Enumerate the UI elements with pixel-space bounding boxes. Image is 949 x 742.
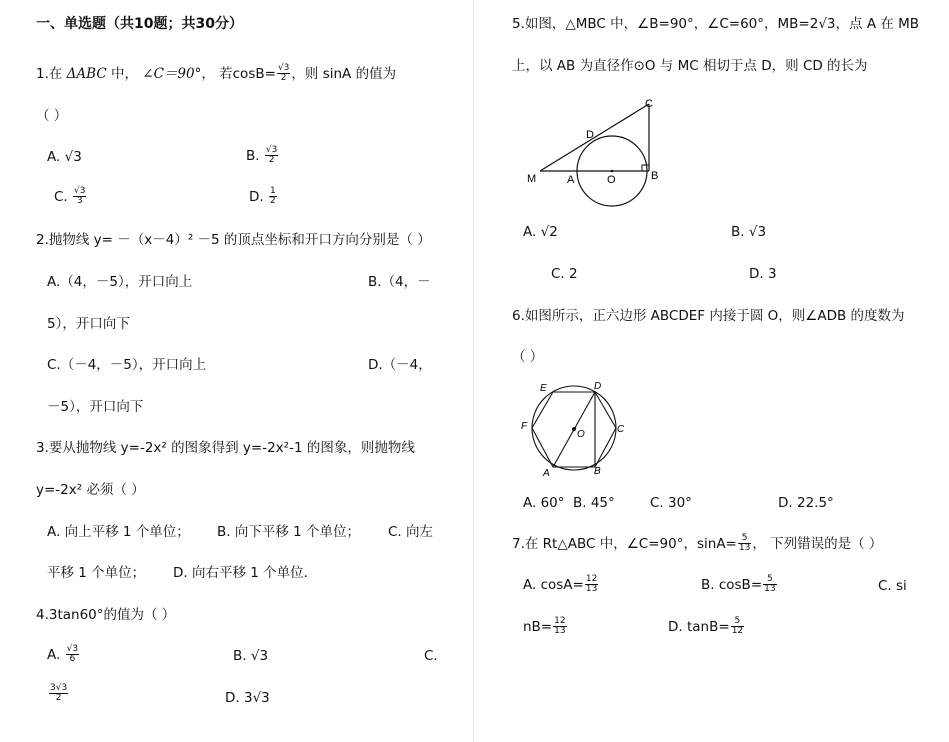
q1-option-a[interactable]: A. √3 [47, 149, 82, 165]
q5-stem: 5.如图，△MBC 中，∠B=90°，∠C=60°，MB=2√3，点 A 在 MB [512, 16, 920, 32]
q3-option-b[interactable]: B. 向下平移 1 个单位； [217, 524, 361, 540]
q6-label-f: F [521, 421, 528, 432]
q5-label-d: D [586, 129, 594, 141]
q7-option-c-cont: nB= $\frac{12}{13}$ [523, 616, 566, 637]
q4-option-c[interactable]: C. [424, 648, 438, 664]
q2-option-d-cont: －5），开口向下 [47, 399, 144, 415]
q2-option-b-cont: 5），开口向下 [47, 316, 130, 332]
q3-stem: 3.要从抛物线 y=-2x² 的图象得到 y=-2x²-1 的图象，则抛物线 [36, 440, 415, 456]
q5-label-c: C [645, 98, 653, 110]
q4-option-d[interactable]: D. 3√3 [225, 690, 270, 706]
q1-paren: （ ） [36, 108, 68, 124]
q2-option-a[interactable]: A.（4，－5），开口向上 [47, 274, 193, 290]
q5-option-d[interactable]: D. 3 [749, 266, 777, 282]
q5-label-o: O [607, 174, 616, 186]
q6-center-dot [572, 427, 576, 431]
q4-option-c-value: $\frac{3√3}{2}$ [50, 683, 68, 704]
q3-option-a[interactable]: A. 向上平移 1 个单位； [47, 524, 190, 540]
q5-option-a[interactable]: A. √2 [523, 224, 558, 240]
q1-option-c[interactable]: C. $\frac{√3}{3}$ [54, 186, 86, 207]
q6-label-b: B [594, 466, 601, 477]
q6-label-c: C [617, 424, 625, 435]
q3-option-d[interactable]: D. 向右平移 1 个单位． [173, 565, 318, 581]
q3-stem-cont: y=-2x² 必须（ ） [36, 482, 145, 498]
q5-figure [520, 94, 670, 214]
q6-label-o: O [577, 429, 585, 440]
q2-option-c[interactable]: C.（－4，－5），开口向上 [47, 357, 207, 373]
q6-option-c[interactable]: C. 30° [650, 495, 692, 511]
q1-option-d[interactable]: D. $\frac{1}{2}$ [249, 186, 276, 207]
q5-right-angle-mark [642, 165, 649, 171]
q2-option-b[interactable]: B.（4，－ [368, 274, 431, 290]
q4-option-a[interactable]: A. $\frac{√3}{6}$ [47, 644, 79, 665]
q5-option-c[interactable]: C. 2 [551, 266, 578, 282]
q4-stem: 4.3tan60°的值为（ ） [36, 607, 176, 623]
q6-stem: 6.如图所示，正六边形 ABCDEF 内接于圆 O，则∠ADB 的度数为 [512, 308, 905, 324]
q1-cos-fraction: $\frac{√3}{2}$ [277, 63, 290, 84]
q5-stem-cont: 上，以 AB 为直径作⊙O 与 MC 相切于点 D，则 CD 的长为 [512, 58, 868, 74]
q2-stem: 2.抛物线 y= －（x－4）² －5 的顶点坐标和开口方向分别是（ ） [36, 232, 431, 248]
q5-line-mc [540, 104, 649, 171]
q2-option-d[interactable]: D.（－4， [368, 357, 432, 373]
q3-option-c-cont: 平移 1 个单位； [47, 565, 146, 581]
q7-option-d[interactable]: D. tanB= $\frac{5}{12}$ [668, 616, 744, 637]
q6-label-a: A [543, 468, 550, 479]
q6-label-e: E [540, 383, 547, 394]
q5-label-a: A [567, 174, 575, 186]
q1-stem: 1.在 ΔABC 中， ∠C＝90°， 若cosB= $\frac{√3}{2}$ ，则 sinA 的值为 [36, 63, 397, 84]
q7-option-b[interactable]: B. cosB= $\frac{5}{13}$ [701, 574, 776, 595]
q6-figure [516, 378, 628, 480]
q6-label-d: D [594, 381, 602, 392]
q1-option-b[interactable]: B. $\frac{√3}{2}$ [246, 145, 278, 166]
q7-option-a[interactable]: A. cosA= $\frac{12}{13}$ [523, 574, 598, 595]
section-title: 一、单选题（共10题；共30分） [36, 16, 243, 32]
q7-stem: 7.在 Rt△ABC 中，∠C=90°，sinA= $\frac{5}{13}$ ， 下列错误的是（ ） [512, 533, 883, 554]
q6-option-a[interactable]: A. 60° [523, 495, 565, 511]
q3-option-c[interactable]: C. 向左 [388, 524, 434, 540]
q5-label-m: M [527, 173, 537, 185]
q5-center-dot [611, 170, 614, 173]
q5-label-b: B [651, 170, 659, 182]
column-divider [473, 0, 474, 742]
q5-option-b[interactable]: B. √3 [731, 224, 767, 240]
q6-paren: （ ） [512, 349, 544, 365]
q6-option-d[interactable]: D. 22.5° [778, 495, 834, 511]
q7-option-c[interactable]: C. si [878, 578, 907, 594]
q6-option-b[interactable]: B. 45° [573, 495, 615, 511]
q4-option-b[interactable]: B. √3 [233, 648, 269, 664]
